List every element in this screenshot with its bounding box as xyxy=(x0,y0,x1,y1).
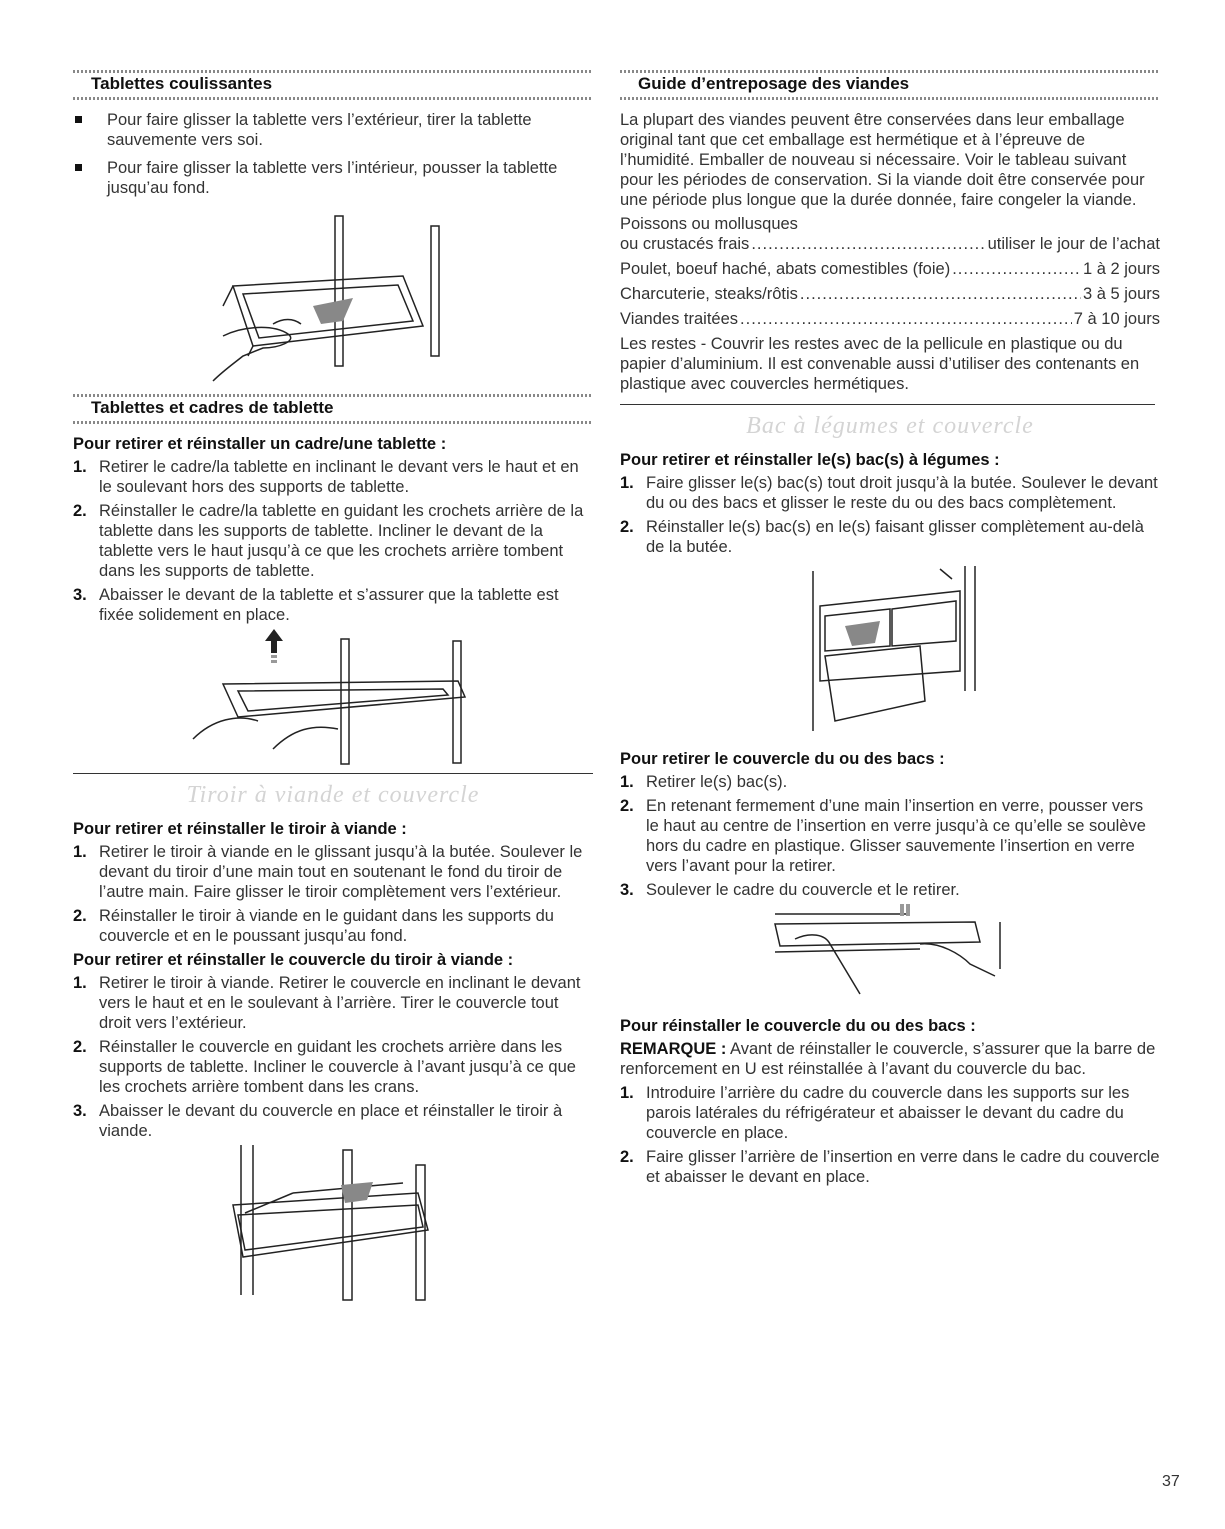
list-item xyxy=(620,1083,1160,1143)
step-text: Retirer le tiroir à viande en le glissant jusqu’à la butée. Soulever le devant du tiroir d’une main tout en soutenant le fond du tiroir de l’autre main. Faire glisser le tiroir complètement vers l’extérieur. xyxy=(99,843,583,901)
step-text: Réinstaller le cadre/la tablette en guidant les crochets arrière de la tablette dans les supports de tablette. Incliner le devant de la tablette vers le haut jusqu’à ce que les crochets arrière tombent dans les supports de tablette. xyxy=(99,502,584,580)
step-number: 1. xyxy=(73,843,87,861)
step-text: Soulever le cadre du couvercle et le retirer. xyxy=(646,881,960,899)
step-number: 1. xyxy=(73,974,87,992)
bullet-item xyxy=(73,110,593,150)
list-item xyxy=(73,501,593,581)
section-heading-tablettes-coulissantes xyxy=(73,70,593,100)
list-item xyxy=(73,906,593,946)
step-number: 3. xyxy=(620,881,634,899)
paragraph: Les restes - Couvrir les restes avec de la pellicule en plastique ou du papier d’aluminium. Il est convenable aussi d’utiliser des contenants en plastique avec couvercles hermétiques. xyxy=(620,335,1140,393)
shelf-frame-illustration xyxy=(73,629,593,769)
step-number: 2. xyxy=(73,1038,87,1056)
row-item: Poulet, boeuf haché, abats comestibles (foie) xyxy=(620,260,951,278)
paragraph: La plupart des viandes peuvent être conservées dans leur emballage original tant que cet emballage est hermétique et à l’épreuve de l’humidité. Emballer de nouveau si nécessaire. Voir le tableau suivant pour les périodes de conservation. Si la viande doit être conservée pour une période plus longue que la durée donnée, faire congeler la viande. xyxy=(620,111,1145,209)
list-item xyxy=(620,880,1160,900)
storage-table-row xyxy=(620,309,1160,329)
note-paragraph xyxy=(620,1039,1160,1079)
storage-table-row xyxy=(620,234,1160,254)
list-item xyxy=(620,1147,1160,1187)
divider xyxy=(620,404,1155,405)
step-text: Retirer le(s) bac(s). xyxy=(646,773,788,791)
crisper-drawer-illustration xyxy=(620,561,1160,741)
heading-text: Tablettes coulissantes xyxy=(91,74,273,93)
row-item: Charcuterie, steaks/rôtis xyxy=(620,285,798,303)
paragraph: Poissons ou mollusques xyxy=(620,215,798,233)
section-heading-bac-legumes: Bac à légumes et couvercle xyxy=(746,413,1034,439)
note-text: Avant de réinstaller le couvercle, s’assurer que la barre de renforcement en U est réinstallée à l’avant du couvercle du bac. xyxy=(620,1040,1156,1078)
divider xyxy=(73,773,593,774)
storage-table-row xyxy=(620,284,1160,304)
step-text: Réinstaller le couvercle en guidant les crochets arrière dans les supports de tablette. Incliner le couvercle à l’avant jusqu’à ce que les crochets arrière tombent dans les crans. xyxy=(99,1038,576,1096)
meat-drawer-illustration xyxy=(73,1145,593,1305)
leader-dots xyxy=(740,309,1072,329)
bullet-text: Pour faire glisser la tablette vers l’intérieur, pousser la tablette jusqu’au fond. xyxy=(107,159,558,197)
step-number: 2. xyxy=(620,518,634,536)
subheading: Pour retirer et réinstaller un cadre/une tablette : xyxy=(73,435,447,453)
subheading: Pour retirer et réinstaller le couvercle du tiroir à viande : xyxy=(73,951,514,969)
subheading: Pour retirer le couvercle du ou des bacs : xyxy=(620,750,945,768)
step-number: 2. xyxy=(73,502,87,520)
bullet-square-icon xyxy=(75,164,82,171)
step-text: Réinstaller le(s) bac(s) en le(s) faisant glisser complètement au-delà de la butée. xyxy=(646,518,1144,556)
subheading: Pour retirer et réinstaller le(s) bac(s) à légumes : xyxy=(620,451,1000,469)
step-text: Faire glisser le(s) bac(s) tout droit jusqu’à la butée. Soulever le devant du ou des bacs et glisser le reste du ou des bacs complètement. xyxy=(646,474,1158,512)
list-item xyxy=(73,1101,593,1141)
step-number: 1. xyxy=(620,1084,634,1102)
list-item xyxy=(620,473,1160,513)
subheading: Pour réinstaller le couvercle du ou des bacs : xyxy=(620,1017,976,1035)
bullet-item xyxy=(73,158,593,198)
list-item xyxy=(620,517,1160,557)
list-item xyxy=(73,973,593,1033)
page-number: 37 xyxy=(1162,1473,1180,1490)
step-text: Faire glisser l’arrière de l’insertion en verre dans le cadre du couvercle et abaisser le devant en place. xyxy=(646,1148,1160,1186)
step-number: 1. xyxy=(620,773,634,791)
step-text: Abaisser le devant du couvercle en place et réinstaller le tiroir à viande. xyxy=(99,1102,563,1140)
step-number: 3. xyxy=(73,1102,87,1120)
step-number: 3. xyxy=(73,586,87,604)
note-label: REMARQUE : xyxy=(620,1040,727,1058)
subheading: Pour retirer et réinstaller le tiroir à viande : xyxy=(73,820,407,838)
step-number: 1. xyxy=(620,474,634,492)
list-item xyxy=(73,457,593,497)
section-heading-guide-viandes xyxy=(620,70,1160,100)
section-heading-tiroir-viande: Tiroir à viande et couvercle xyxy=(186,782,480,808)
bullet-square-icon xyxy=(75,116,82,123)
list-item xyxy=(620,796,1160,876)
sliding-shelf-illustration xyxy=(73,206,593,386)
row-value: utiliser le jour de l’achat xyxy=(987,235,1160,253)
row-item: ou crustacés frais xyxy=(620,235,750,253)
step-number: 1. xyxy=(73,458,87,476)
step-text: Réinstaller le tiroir à viande en le guidant dans les supports du couvercle et en le poussant jusqu’au fond. xyxy=(99,907,554,945)
step-number: 2. xyxy=(620,1148,634,1166)
step-number: 2. xyxy=(73,907,87,925)
row-item: Viandes traitées xyxy=(620,310,739,328)
crisper-cover-illustration xyxy=(620,904,1160,1014)
row-value: 7 à 10 jours xyxy=(1073,310,1160,328)
list-item xyxy=(73,585,593,625)
list-item xyxy=(73,1037,593,1097)
step-number: 2. xyxy=(620,797,634,815)
heading-text: Guide d’entreposage des viandes xyxy=(638,74,910,93)
right-column xyxy=(620,70,1160,1191)
storage-table-row xyxy=(620,259,1160,279)
step-text: Retirer le cadre/la tablette en inclinant le devant vers le haut et en le soulevant hors des supports de tablette. xyxy=(99,458,579,496)
section-heading-tablettes-cadres xyxy=(73,394,593,424)
heading-text: Tablettes et cadres de tablette xyxy=(91,398,334,417)
step-text: Introduire l’arrière du cadre du couvercle dans les supports sur les parois latérales du réfrigérateur et abaisser le devant du cadre du couvercle en place. xyxy=(646,1084,1130,1142)
bullet-text: Pour faire glisser la tablette vers l’extérieur, tirer la tablette sauvemente vers soi. xyxy=(107,111,532,149)
left-column xyxy=(73,70,593,1305)
row-value: 3 à 5 jours xyxy=(1082,285,1160,303)
list-item xyxy=(73,842,593,902)
row-value: 1 à 2 jours xyxy=(1082,260,1160,278)
step-text: Retirer le tiroir à viande. Retirer le couvercle en inclinant le devant vers le haut et en le soulevant à l’arrière. Tirer le couvercle tout droit vers l’extérieur. xyxy=(99,974,581,1032)
list-item xyxy=(620,772,1160,792)
leader-dots xyxy=(751,234,985,254)
leader-dots xyxy=(952,259,1081,279)
leader-dots xyxy=(800,284,1081,304)
step-text: En retenant fermement d’une main l’insertion en verre, pousser vers le haut au centre de l’insertion en verre jusqu’à ce qu’elle se soulève hors du cadre en plastique. Glisser sauvemente l’insertion en verre vers l’avant pour la retirer. xyxy=(646,797,1146,875)
step-text: Abaisser le devant de la tablette et s’assurer que la tablette est fixée solidement en place. xyxy=(99,586,559,624)
